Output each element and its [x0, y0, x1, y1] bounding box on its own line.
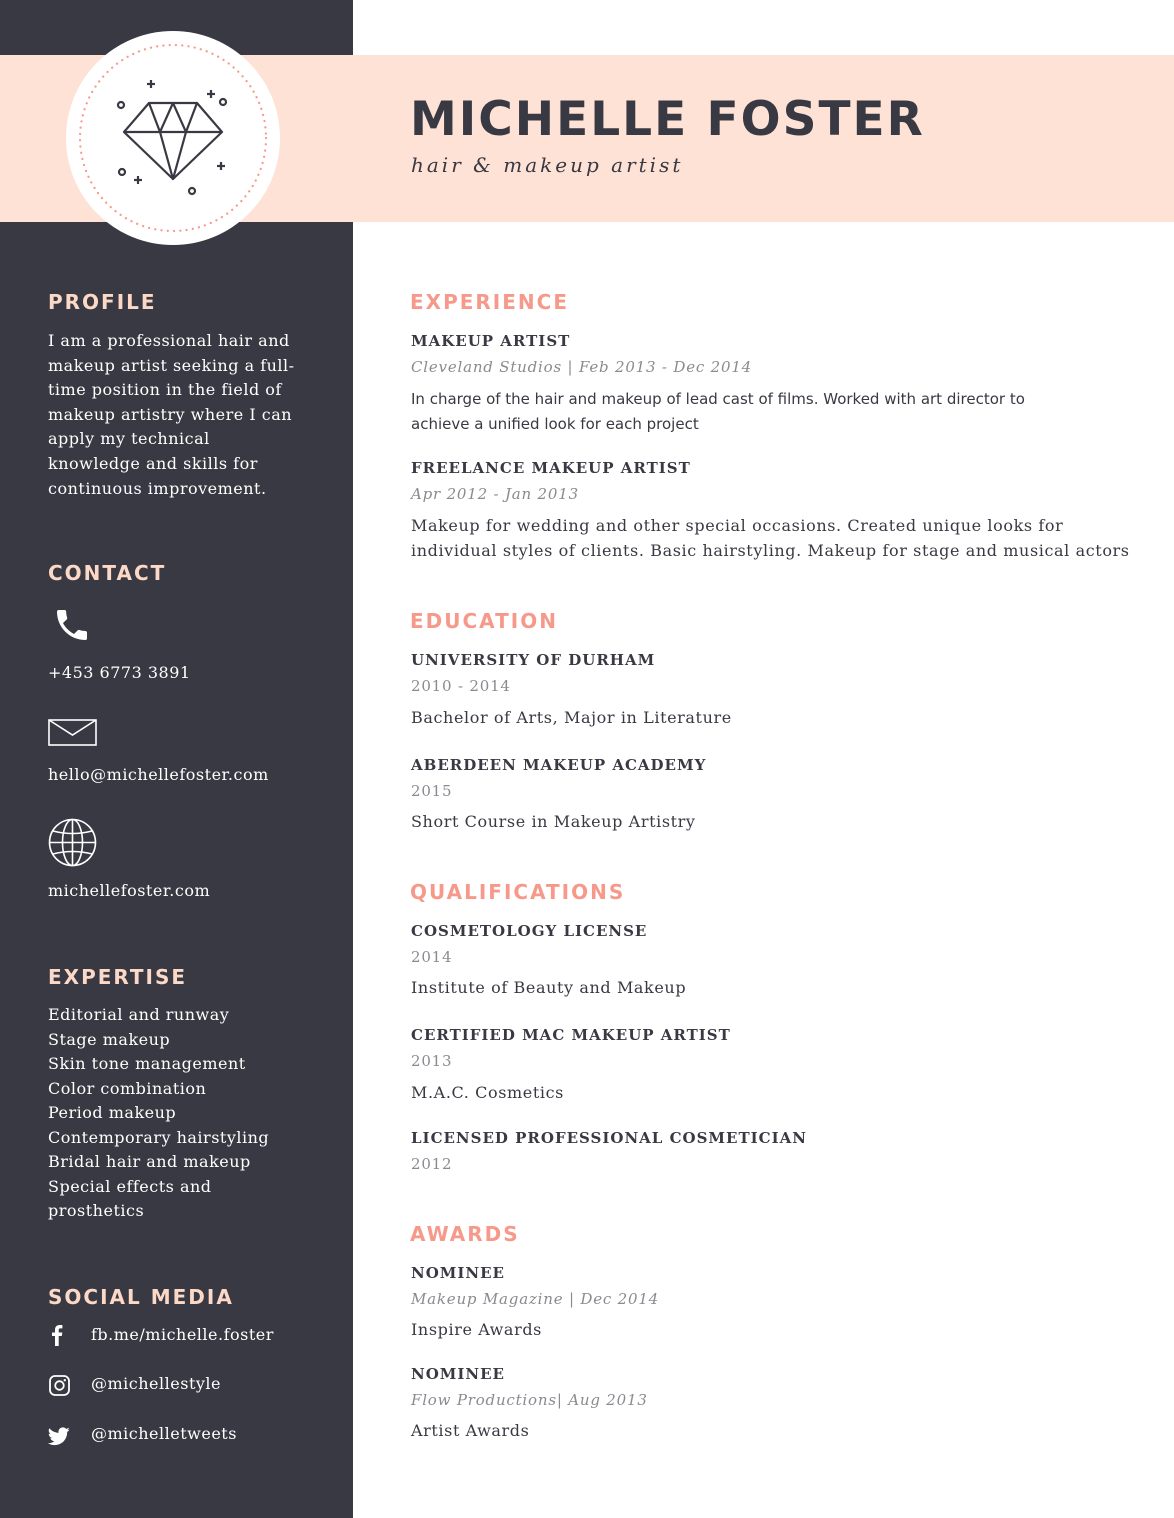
qualification-desc: M.A.C. Cosmetics	[411, 1083, 564, 1102]
expertise-item: Skin tone management	[48, 1054, 246, 1073]
experience-desc-line: Makeup for wedding and other special occasions. Created unique looks for	[411, 516, 1064, 535]
diamond-icon	[66, 31, 280, 245]
social-twitter[interactable]: @michelletweets	[91, 1424, 237, 1443]
qualification-meta: 2014	[411, 948, 453, 966]
experience-meta: Apr 2012 - Jan 2013	[411, 485, 579, 503]
expertise-item: Stage makeup	[48, 1029, 171, 1049]
award-meta: Makeup Magazine | Dec 2014	[411, 1290, 660, 1308]
education-title: UNIVERSITY OF DURHAM	[411, 651, 656, 669]
profile-heading: PROFILE	[48, 290, 157, 314]
candidate-name: MICHELLE FOSTER	[410, 92, 925, 147]
experience-desc-line: In charge of the hair and makeup of lead cast of films. Worked with art director to	[411, 390, 1025, 408]
facebook-icon	[51, 1324, 67, 1346]
education-meta: 2015	[411, 782, 453, 800]
contact-website[interactable]: michellefoster.com	[48, 881, 211, 900]
education-desc: Bachelor of Arts, Major in Literature	[411, 708, 732, 727]
qualification-meta: 2013	[411, 1052, 453, 1070]
twitter-icon	[48, 1427, 70, 1446]
expertise-item: Color combination	[48, 1078, 207, 1098]
instagram-icon	[49, 1375, 70, 1396]
experience-title: FREELANCE MAKEUP ARTIST	[411, 459, 691, 477]
experience-desc-line: individual styles of clients. Basic hairstyling. Makeup for stage and musical actors	[411, 540, 1130, 560]
qualification-meta: 2012	[411, 1155, 453, 1173]
experience-desc	[411, 514, 1130, 563]
education-heading: EDUCATION	[410, 609, 558, 633]
social-instagram[interactable]: @michellestyle	[91, 1374, 221, 1393]
qualification-title: LICENSED PROFESSIONAL COSMETICIAN	[411, 1129, 807, 1147]
education-title: ABERDEEN MAKEUP ACADEMY	[411, 756, 707, 774]
social-heading: SOCIAL MEDIA	[48, 1285, 234, 1309]
experience-title: MAKEUP ARTIST	[411, 332, 571, 350]
qualification-title: COSMETOLOGY LICENSE	[411, 922, 648, 940]
qualification-title: CERTIFIED MAC MAKEUP ARTIST	[411, 1026, 731, 1044]
award-title: NOMINEE	[411, 1264, 505, 1282]
award-meta: Flow Productions| Aug 2013	[411, 1391, 648, 1409]
profile-line: time position in the field of	[48, 380, 282, 400]
candidate-tagline: hair & makeup artist	[411, 153, 684, 177]
experience-desc-line: achieve a unified look for each project	[411, 414, 699, 433]
expertise-item: Period makeup	[48, 1103, 177, 1122]
profile-line: makeup artist seeking a full-	[48, 355, 295, 375]
contact-email[interactable]: hello@michellefoster.com	[48, 765, 269, 784]
experience-desc	[411, 387, 1025, 436]
mail-icon	[48, 719, 97, 746]
award-desc: Inspire Awards	[411, 1320, 542, 1339]
phone-icon	[52, 605, 92, 645]
award-desc: Artist Awards	[411, 1421, 530, 1440]
contact-heading: CONTACT	[48, 561, 167, 585]
profile-line: makeup artistry where I can	[48, 404, 293, 424]
contact-phone[interactable]: +453 6773 3891	[48, 663, 191, 682]
award-title: NOMINEE	[411, 1365, 505, 1383]
profile-line: continuous improvement.	[48, 478, 267, 498]
expertise-item: Contemporary hairstyling	[48, 1127, 270, 1147]
education-meta: 2010 - 2014	[411, 677, 511, 695]
expertise-item: Bridal hair and makeup	[48, 1152, 251, 1171]
experience-heading: EXPERIENCE	[410, 290, 569, 314]
education-desc: Short Course in Makeup Artistry	[411, 812, 696, 831]
profile-line: I am a professional hair and	[48, 331, 290, 350]
expertise-item: Special effects and	[48, 1176, 212, 1196]
qualifications-heading: QUALIFICATIONS	[410, 880, 626, 904]
profile-text	[48, 329, 310, 501]
expertise-item: prosthetics	[48, 1201, 145, 1220]
profile-line: apply my technical	[48, 429, 210, 449]
globe-icon	[48, 818, 97, 867]
expertise-list	[48, 1003, 269, 1224]
awards-heading: AWARDS	[410, 1222, 520, 1246]
expertise-heading: EXPERTISE	[48, 965, 188, 989]
logo-badge	[66, 31, 280, 245]
expertise-item: Editorial and runway	[48, 1005, 230, 1024]
profile-line: knowledge and skills for	[48, 453, 258, 473]
experience-meta: Cleveland Studios | Feb 2013 - Dec 2014	[411, 358, 753, 376]
social-facebook[interactable]: fb.me/michelle.foster	[91, 1325, 274, 1344]
qualification-desc: Institute of Beauty and Makeup	[411, 978, 687, 997]
